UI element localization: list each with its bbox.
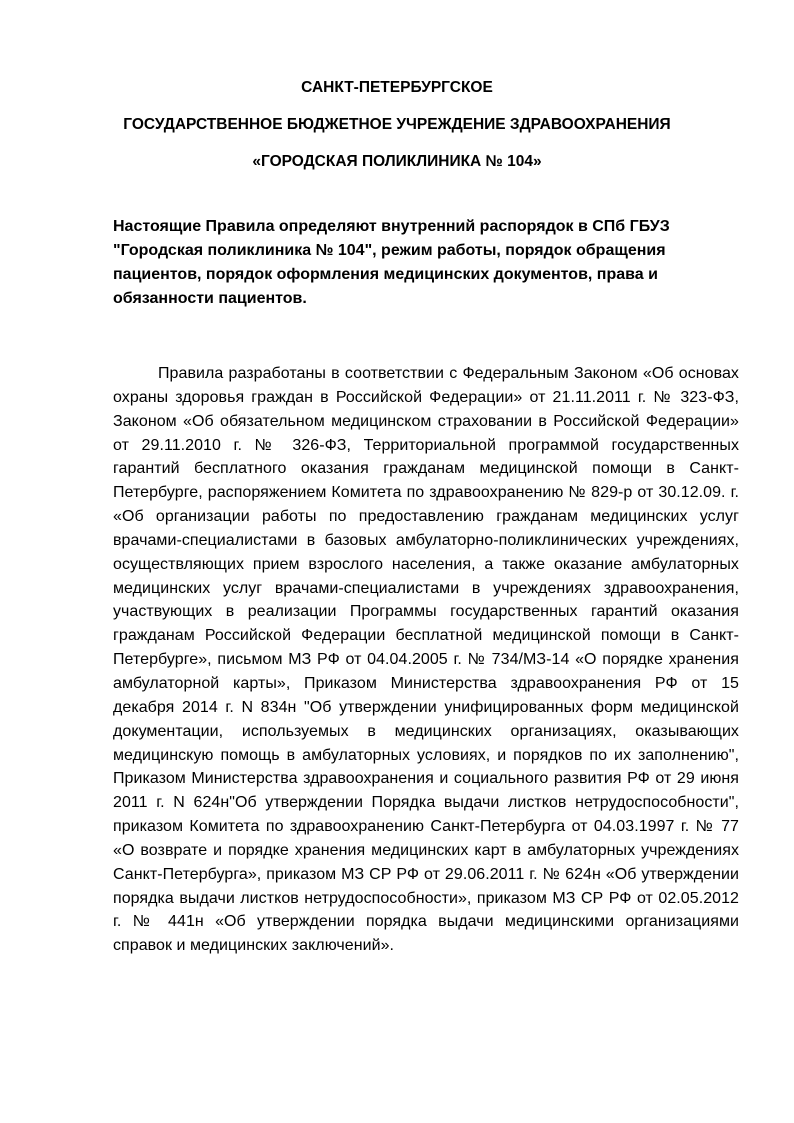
header-line-institution-name: «ГОРОДСКАЯ ПОЛИКЛИНИКА № 104» [252, 153, 542, 170]
body-paragraph: Правила разработаны в соответствии с Федеральным Законом «Об основах охраны здоровья граждан в Российской Федерации» от 21.11.2011 г. № 323-ФЗ, Законом «Об обязательном медицинском страховании в Российской Федерации» от 29.11.2010 г. № 326-ФЗ, Территориальной программой государственных гарантий бесплатного оказания гражданам медицинской помощи в Санкт-Петербурге, распоряжением Комитета по здравоохранению № 829-р от 30.12.09. г. «Об организации работы по предоставлению гражданам медицинских услуг врачами-специалистами в базовых амбулаторно-поликлинических учреждениях, осуществляющих прием взрослого населения, а также оказание амбулаторных медицинских услуг врачами-специалистами в учреждениях здравоохранения, участвующих в реализации Программы государственных гарантий оказания гражданам Российской Федерации бесплатной медицинской помощи в Санкт-Петербурге», письмом МЗ РФ от 04.04.2005 г. № 734/МЗ-14 «О порядке хранения амбулаторной карты», Приказом Министерства здравоохранения РФ от 15 декабря 2014 г. N 834н "Об утверждении унифицированных форм медицинской документации, используемых в медицинских организациях, оказывающих медицинскую помощь в амбулаторных условиях, и порядков по их заполнению", Приказом Министерства здравоохранения и социального развития РФ от 29 июня 2011 г. N 624н"Об утверждении Порядка выдачи листков нетрудоспособности", приказом Комитета по здравоохранению Санкт-Петербурга от 04.03.1997 г. № 77 «О возврате и порядке хранения медицинских карт в амбулаторных учреждениях Санкт-Петербурга», приказом МЗ СР РФ от 29.06.2011 г. № 624н «Об утверждении порядка выдачи листков нетрудоспособности», приказом МЗ СР РФ от 02.05.2012 г. № 441н «Об утверждении порядка выдачи медицинскими организациями справок и медицинских заключений». [113, 365, 739, 955]
summary-paragraph: Настоящие Правила определяют внутренний распорядок в СПб ГБУЗ "Городская поликлиника № 104", режим работы, порядок обращения пациентов, порядок оформления медицинских документов, права и обязанности пациентов. [113, 218, 670, 307]
header-line-institution-type: ГОСУДАРСТВЕННОЕ БЮДЖЕТНОЕ УЧРЕЖДЕНИЕ ЗДРАВООХРАНЕНИЯ [123, 116, 671, 133]
document-header [60, 77, 734, 188]
header-line-city: САНКТ-ПЕТЕРБУРГСКОЕ [301, 79, 493, 96]
